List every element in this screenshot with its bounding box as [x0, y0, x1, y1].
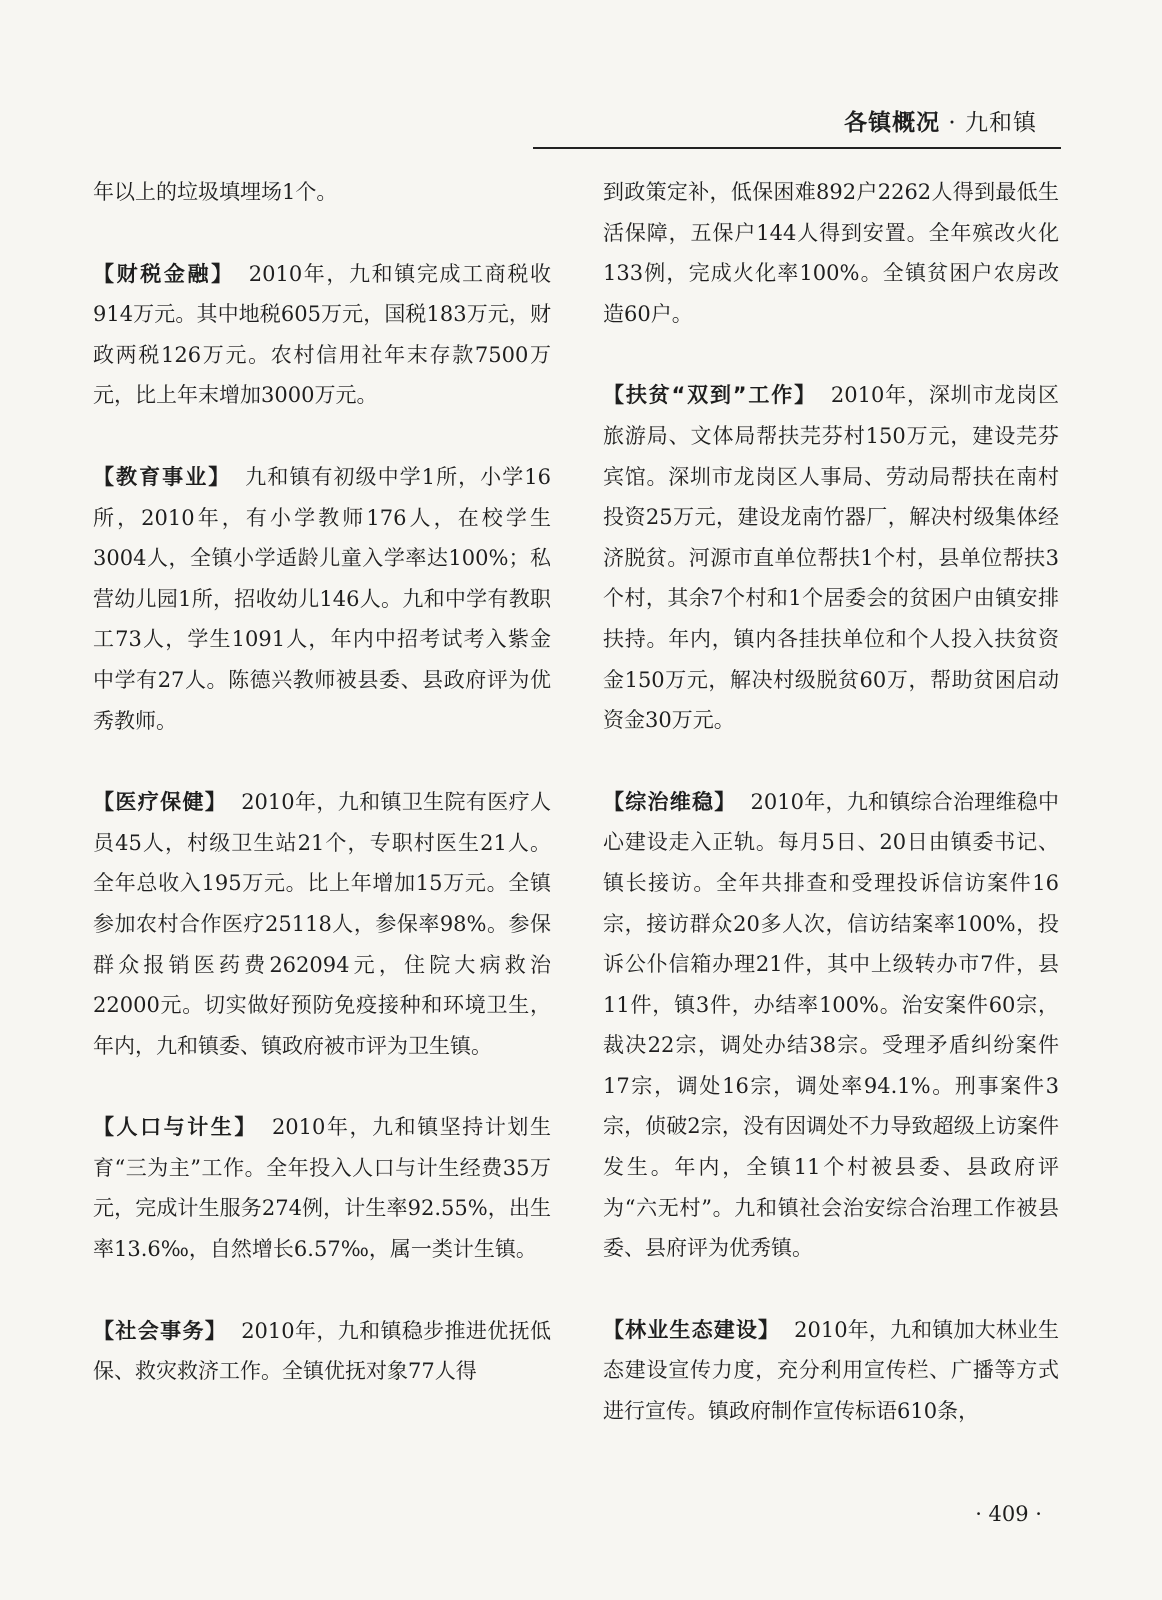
section-heading: 【综治维稳】 [603, 789, 737, 814]
section-public-order [603, 782, 1059, 1269]
left-intro: 年以上的垃圾填埋场1个。 [93, 180, 338, 204]
page-number: · 409 · [975, 1502, 1042, 1526]
section-poverty-relief [603, 375, 1059, 740]
section-body: 2010年，九和镇综合治理维稳中心建设走入正轨。每月5日、20日由镇委书记、镇长接访。全年共排查和受理投诉信访案件16宗，接访群众20多人次，信访结案率100%，投诉公仆信箱办理21件，其中上级转办市7件，县11件，镇3件，办结率100%。治安案件60宗，裁决22宗，调处办结38宗。受理矛盾纠纷案件17宗，调处16宗，调处率94.1%。刑事案件3宗，侦破2宗，没有因调处不力导致超级上访案件发生。年内，全镇11个村被县委、县政府评为“六无村”。九和镇社会治安综合治理工作被县委、县府评为优秀镇。 [603, 789, 1059, 1261]
header-section: 各镇概况 [844, 110, 941, 136]
section-population [93, 1107, 551, 1269]
section-heading: 【社会事务】 [93, 1318, 228, 1343]
section-body: 九和镇有初级中学1所，小学16所，2010年，有小学教师176人，在校学生3004人，全镇小学适龄儿童入学率达100%；私营幼儿园1所，招收幼儿146人。九和中学有教职工73人，学生1091人，年内中招考试考入紫金中学有27人。陈德兴教师被县委、县政府评为优秀教师。 [93, 464, 551, 733]
section-forestry [603, 1310, 1059, 1432]
header-separator: · [940, 110, 965, 136]
section-heading: 【财税金融】 [93, 261, 235, 286]
section-heading: 【林业生态建设】 [603, 1317, 781, 1342]
section-heading: 【扶贫“双到”工作】 [603, 383, 817, 408]
running-header [844, 104, 1037, 137]
left-column [93, 172, 551, 1433]
section-body: 2010年，九和镇完成工商税收914万元。其中地税605万元，国税183万元，财政两税126万元。农村信用社年末存款7500万元，比上年末增加3000万元。 [93, 261, 552, 408]
section-social-affairs [93, 1311, 551, 1392]
section-heading: 【人口与计生】 [93, 1115, 258, 1140]
section-body: 2010年，九和镇加大林业生态建设宣传力度，充分利用宣传栏、广播等方式进行宣传。镇政府制作宣传标语610条， [603, 1317, 1059, 1424]
section-body: 2010年，九和镇稳步推进优抚低保、救灾救济工作。全镇优抚对象77人得 [93, 1318, 551, 1384]
section-body: 2010年，深圳市龙岗区旅游局、文体局帮扶芫芬村150万元，建设芫芬宾馆。深圳市龙岗区人事局、劳动局帮扶在南村投资25万元，建设龙南竹器厂，解决村级集体经济脱贫。河源市直单位帮扶1个村，县单位帮扶3个村，其余7个村和1个居委会的贫困户由镇安排扶持。年内，镇内各挂扶单位和个人投入扶贫资金150万元，解决村级脱贫60万，帮助贫困启动资金30万元。 [603, 383, 1059, 733]
header-rule [533, 147, 1061, 149]
right-intro: 到政策定补，低保困难892户2262人得到最低生活保障，五保户144人得到安置。全年殡改火化133例，完成火化率100%。全镇贫困户农房改造60户。 [603, 180, 1059, 326]
section-body: 2010年，九和镇坚持计划生育“三为主”工作。全年投入人口与计生经费35万元，完成计生服务274例，计生率92.55%，出生率13.6‰，自然增长6.57‰，属一类计生镇。 [93, 1115, 551, 1262]
section-heading: 【教育事业】 [93, 464, 232, 489]
section-education [93, 457, 551, 741]
header-town: 九和镇 [965, 110, 1037, 136]
section-healthcare [93, 782, 551, 1066]
section-finance [93, 254, 551, 416]
section-heading: 【医疗保健】 [93, 790, 228, 815]
right-column [603, 172, 1059, 1473]
section-body: 2010年，九和镇卫生院有医疗人员45人，村级卫生站21个，专职村医生21人。全年总收入195万元。比上年增加15万元。全镇参加农村合作医疗25118人，参保率98%。参保群众报销医药费262094元，住院大病救治22000元。切实做好预防免疫接种和环境卫生，年内，九和镇委、镇政府被市评为卫生镇。 [93, 790, 551, 1058]
